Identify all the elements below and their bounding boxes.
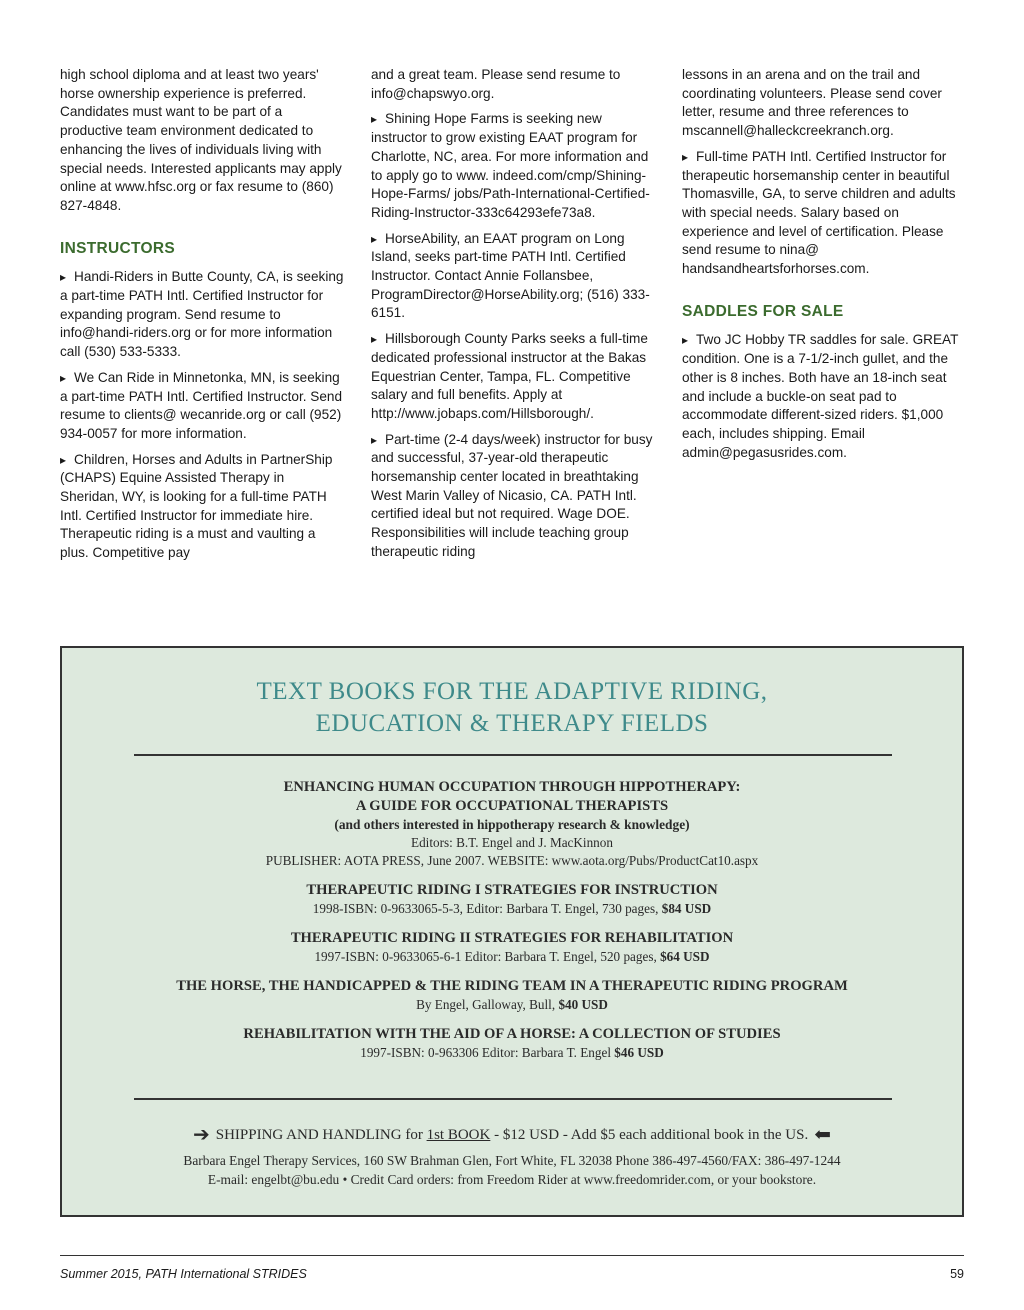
book-price: $84 USD [661, 901, 712, 916]
listing: ▸ Part-time (2-4 days/week) instructor for busy and successful, 37-year-old therapeutic horsemanship center located in breathtaking West Marin Valley of Nicasio, CA. PATH Intl. certified ideal but not required. Wage DOE. Responsibilities will include teaching group therapeutic riding [371, 431, 656, 562]
footer-publication: Summer 2015, PATH International STRIDES [60, 1267, 307, 1281]
listing: ▸ We Can Ride in Minnetonka, MN, is seeking a part-time PATH Intl. Certified Instructor. Send resume to clients@ wecanride.org or call (952) 934-0057 for more information. [60, 369, 345, 444]
footer-divider [60, 1255, 964, 1256]
shipping-line [62, 1122, 962, 1147]
book-entry [62, 778, 962, 870]
listing: ▸ Handi-Riders in Butte County, CA, is seeking a part-time PATH Intl. Certified Instructor for expanding program. Send resume to info@handi-riders.org or for more information call (530) 533-5333. [60, 268, 345, 362]
book-title: ENHANCING HUMAN OCCUPATION THROUGH HIPPOTHERAPY: [283, 779, 741, 795]
listing: ▸ Hillsborough County Parks seeks a full-time dedicated professional instructor at the Bakas Equestrian Center, Tampa, FL. Competitive salary and full benefits. Apply at http://www.jobaps.com/Hillsborough/. [371, 330, 656, 424]
divider [134, 1098, 892, 1100]
column-1 [60, 66, 345, 570]
book-price: $46 USD [614, 1045, 664, 1060]
contact-info [62, 1151, 962, 1189]
book-info: 1997-ISBN: 0-9633065-6-1 Editor: Barbara T. Engel, 520 pages, [314, 949, 657, 964]
book-entry [62, 977, 962, 1014]
book-entry [62, 929, 962, 966]
paragraph: and a great team. Please send resume to info@chapswyo.org. [371, 67, 621, 101]
page-number: 59 [950, 1267, 964, 1281]
book-entry [62, 881, 962, 918]
book-title: THERAPEUTIC RIDING II STRATEGIES FOR REHABILITATION [290, 930, 734, 946]
textbooks-advertisement [60, 646, 964, 1217]
ad-title [62, 676, 962, 740]
divider [134, 754, 892, 756]
shipping-rate: - $12 USD - Add $5 each additional book in the US. [494, 1127, 809, 1143]
book-title: THE HORSE, THE HANDICAPPED & THE RIDING TEAM IN A THERAPEUTIC RIDING PROGRAM [176, 978, 848, 994]
book-info: 1998-ISBN: 0-9633065-5-3, Editor: Barbara T. Engel, 730 pages, [312, 901, 659, 916]
paragraph: high school diploma and at least two years' horse ownership experience is preferred. Candidates must want to be part of a productive team environment dedicated to enhancing the lives of individuals living with special needs. Interested applicants may apply online at www.hfsc.org or fax resume to (860) 827-4848. [60, 67, 342, 213]
book-entry [62, 1025, 962, 1062]
book-editors: Editors: B.T. Engel and J. MacKinnon [411, 835, 613, 850]
book-title-line-2: A GUIDE FOR OCCUPATIONAL THERAPISTS [355, 798, 669, 814]
contact-email: E-mail: engelbt@bu.edu • Credit Card orders: from Freedom Rider at www.freedomrider.com, or your bookstore. [207, 1172, 817, 1187]
arrow-right-icon: ➔ [192, 1124, 210, 1146]
column-3 [682, 66, 967, 469]
contact-address: Barbara Engel Therapy Services, 160 SW Brahman Glen, Fort White, FL 32038 Phone 386-497-4560/FAX: 386-497-1244 [183, 1153, 841, 1168]
book-title: REHABILITATION WITH THE AID OF A HORSE: A COLLECTION OF STUDIES [243, 1026, 781, 1042]
listing: ▸ Children, Horses and Adults in PartnerShip (CHAPS) Equine Assisted Therapy in Sheridan, WY, is looking for a full-time PATH Intl. Certified Instructor for immediate hire. Therapeutic riding is a must and vaulting a plus. Competitive pay [60, 451, 345, 563]
book-info: 1997-ISBN: 0-963306 Editor: Barbara T. Engel [360, 1045, 611, 1060]
book-price: $64 USD [660, 949, 710, 964]
book-subtitle: (and others interested in hippotherapy research & knowledge) [334, 817, 690, 832]
ad-title-line-2: EDUCATION & THERAPY FIELDS [315, 710, 709, 737]
book-info: By Engel, Galloway, Bull, [416, 997, 556, 1012]
first-book-text: 1st BOOK [426, 1127, 491, 1143]
listing: ▸ Full-time PATH Intl. Certified Instructor for therapeutic horsemanship center in beautiful Thomasville, GA, to serve children and adults with special needs. Salary based on experience and level of certification. Please send resume to nina@ handsandheartsforhorses.com. [682, 148, 967, 279]
ad-title-line-1: TEXT BOOKS FOR THE ADAPTIVE RIDING, [256, 678, 768, 705]
listing: ▸ Shining Hope Farms is seeking new instructor to grow existing EAAT program for Charlotte, NC, area. For more information and to apply go to www. indeed.com/cmp/Shining-Hope-Farms/ jobs/Path-International-Certified-Riding-Instructor-333c64293efe73a8. [371, 110, 656, 222]
book-list [62, 778, 962, 1073]
listing: ▸ Two JC Hobby TR saddles for sale. GREAT condition. One is a 7-1/2-inch gullet, and the other is 8 inches. Both have an 18-inch seat and include a buckle-on seat pad to accommodate different-sized riders. $1,000 each, includes shipping. Email admin@pegasusrides.com. [682, 331, 967, 462]
column-2 [371, 66, 656, 569]
paragraph: lessons in an arena and on the trail and coordinating volunteers. Please send cover letter, resume and three references to mscannell@halleckcreekranch.org. [682, 67, 942, 139]
book-publisher: PUBLISHER: AOTA PRESS, June 2007. WEBSITE: www.aota.org/Pubs/ProductCat10.aspx [265, 853, 759, 868]
arrow-left-icon: ⬅ [814, 1124, 831, 1146]
book-title: THERAPEUTIC RIDING I STRATEGIES FOR INSTRUCTION [306, 882, 718, 898]
shipping-text: SHIPPING AND HANDLING for [215, 1127, 423, 1143]
section-heading-instructors: INSTRUCTORS [60, 239, 175, 257]
listing: ▸ HorseAbility, an EAAT program on Long Island, seeks part-time PATH Intl. Certified Instructor. Contact Annie Follansbee, ProgramDirector@HorseAbility.org; (516) 333-6151. [371, 230, 656, 324]
section-heading-saddles: SADDLES FOR SALE [682, 302, 844, 320]
book-price: $40 USD [558, 997, 608, 1012]
